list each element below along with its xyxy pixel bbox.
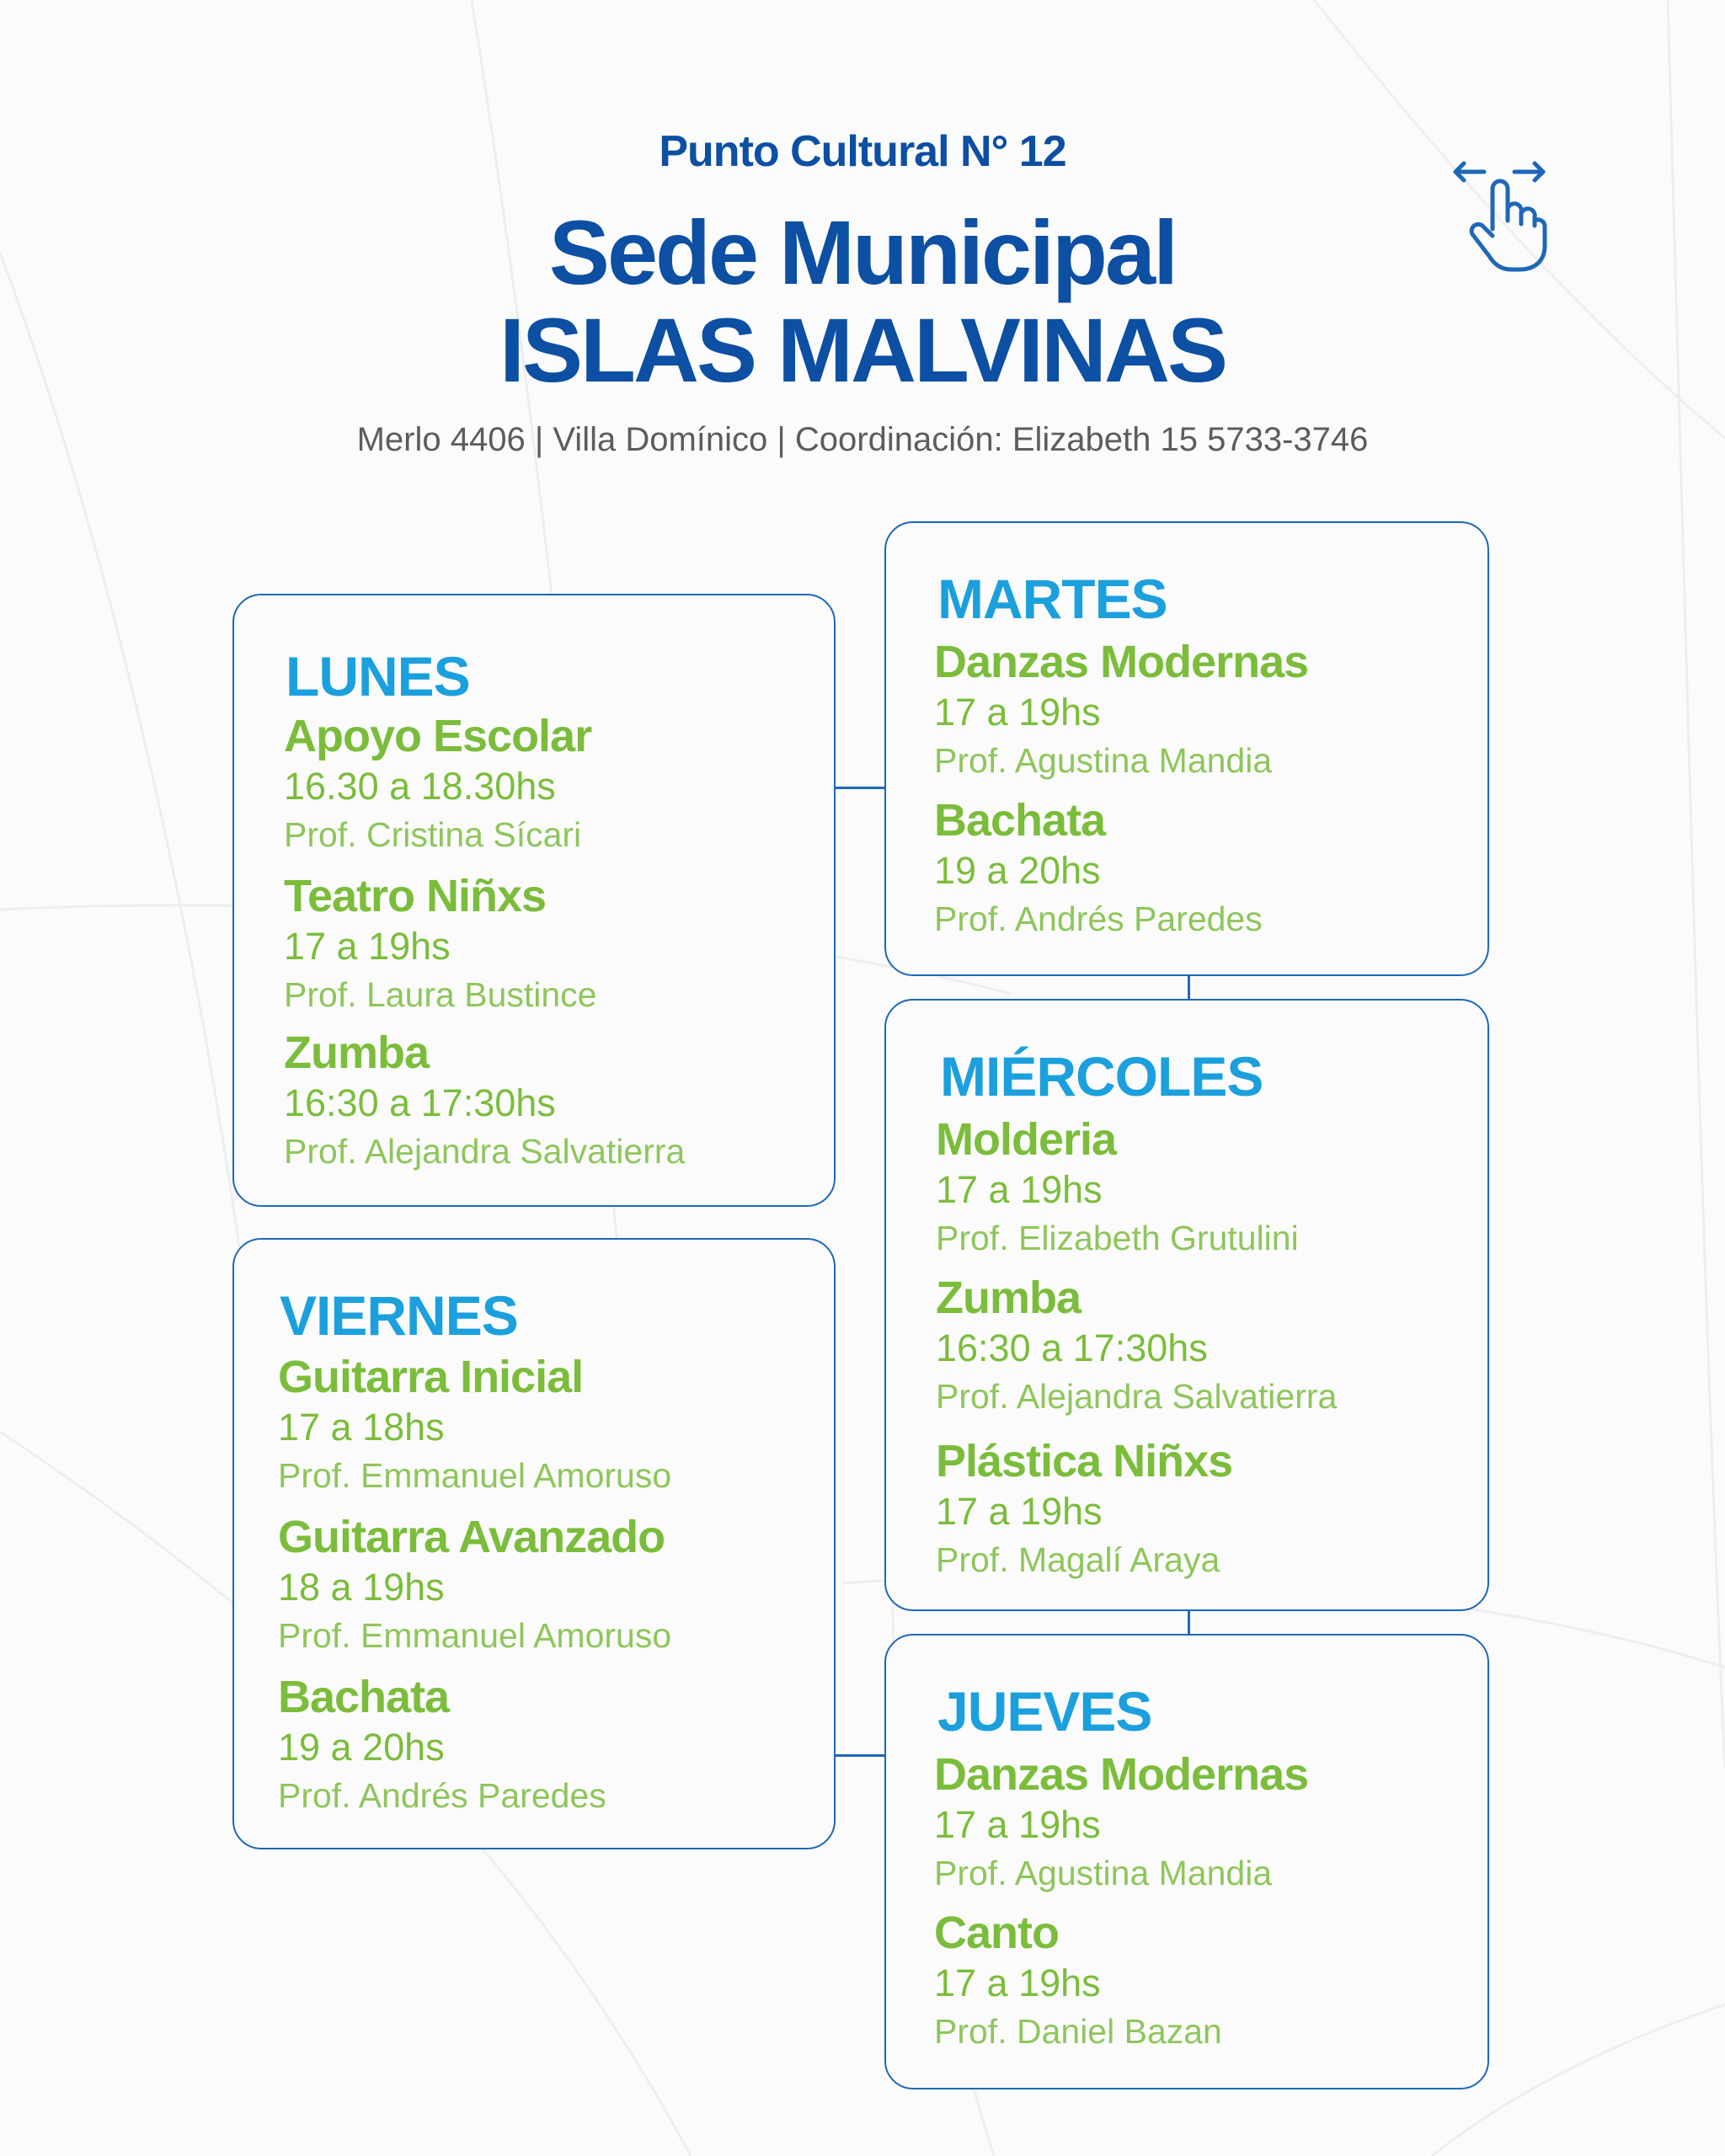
activity-name: Apoyo Escolar	[284, 711, 592, 761]
activity-item	[934, 636, 1308, 784]
activity-prof: Prof. Laura Bustince	[284, 975, 597, 1014]
activity-prof: Prof. Andrés Paredes	[934, 899, 1263, 938]
activity-name: Guitarra Inicial	[278, 1352, 584, 1402]
activity-prof: Prof. Emmanuel Amoruso	[278, 1616, 672, 1655]
activity-prof: Prof. Agustina Mandia	[934, 741, 1273, 780]
card-miercoles	[884, 999, 1489, 1611]
activity-time: 17 a 19hs	[934, 691, 1101, 734]
activity-prof: Prof. Elizabeth Grutulini	[936, 1219, 1299, 1257]
day-label: MIÉRCOLES	[940, 1045, 1263, 1107]
activity-item	[934, 794, 1263, 942]
activity-item	[934, 1748, 1308, 1897]
activity-prof: Prof. Alejandra Salvatierra	[284, 1132, 686, 1171]
activity-time: 17 a 19hs	[936, 1490, 1103, 1533]
activity-time: 19 a 20hs	[934, 849, 1101, 892]
activity-item	[284, 870, 596, 1018]
activity-time: 17 a 18hs	[278, 1406, 445, 1449]
connector-viernes-jueves	[834, 1754, 886, 1757]
activity-item	[278, 1351, 671, 1499]
activity-time: 17 a 19hs	[936, 1168, 1103, 1211]
day-label: VIERNES	[280, 1284, 518, 1347]
activity-name: Plástica Niñxs	[936, 1436, 1233, 1486]
activity-prof: Prof. Alejandra Salvatierra	[936, 1377, 1338, 1416]
activity-prof: Prof. Agustina Mandia	[934, 1854, 1273, 1892]
card-lunes	[232, 594, 836, 1207]
activity-name: Bachata	[934, 795, 1106, 846]
activity-name: Danzas Modernas	[934, 1749, 1309, 1800]
title-line-2: ISLAS MALVINAS	[499, 299, 1226, 401]
activity-prof: Prof. Daniel Bazan	[934, 2012, 1222, 2051]
activity-name: Teatro Niñxs	[284, 871, 547, 921]
activity-time: 16:30 a 17:30hs	[284, 1081, 556, 1124]
activity-time: 17 a 19hs	[284, 925, 451, 968]
activity-item	[284, 1027, 685, 1175]
connector-martes-miercoles	[1188, 974, 1190, 1001]
day-label: MARTES	[937, 568, 1167, 630]
day-label: LUNES	[286, 645, 470, 707]
activity-name: Danzas Modernas	[934, 637, 1309, 687]
activity-time: 16:30 a 17:30hs	[936, 1326, 1208, 1369]
activity-name: Canto	[934, 1908, 1059, 1958]
activity-prof: Prof. Emmanuel Amoruso	[278, 1456, 672, 1495]
activity-name: Zumba	[936, 1273, 1081, 1323]
activity-prof: Prof. Cristina Sícari	[284, 815, 582, 854]
activity-name: Zumba	[284, 1027, 430, 1078]
activity-item	[936, 1113, 1299, 1262]
activity-time: 17 a 19hs	[934, 1803, 1101, 1846]
activity-time: 16.30 a 18.30hs	[284, 765, 556, 808]
activity-item	[936, 1435, 1232, 1583]
address-line: Merlo 4406 | Villa Domínico | Coordinación: Elizabeth 15 5733-3746	[356, 421, 1369, 458]
activity-item	[278, 1511, 671, 1659]
activity-item	[278, 1671, 606, 1819]
card-martes	[884, 521, 1489, 976]
activity-time: 18 a 19hs	[278, 1566, 445, 1609]
card-viernes	[232, 1238, 836, 1849]
activity-time: 17 a 19hs	[934, 1961, 1101, 2004]
activity-prof: Prof. Andrés Paredes	[278, 1776, 606, 1815]
subtitle: Punto Cultural N° 12	[659, 127, 1066, 176]
connector-lunes-martes	[834, 787, 886, 789]
title-line-1: Sede Municipal	[548, 201, 1177, 303]
activity-prof: Prof. Magalí Araya	[936, 1540, 1220, 1579]
activity-name: Bachata	[278, 1672, 450, 1722]
activity-time: 19 a 20hs	[278, 1726, 445, 1769]
activity-name: Molderia	[936, 1114, 1117, 1165]
activity-item	[936, 1272, 1337, 1420]
day-label: JUEVES	[937, 1680, 1152, 1742]
activity-item	[284, 710, 591, 858]
activity-item	[934, 1907, 1222, 2055]
swipe-horizontal-hand-icon	[1450, 157, 1548, 275]
activity-name: Guitarra Avanzado	[278, 1512, 665, 1562]
connector-miercoles-jueves	[1188, 1609, 1190, 1636]
card-jueves	[884, 1634, 1489, 2089]
